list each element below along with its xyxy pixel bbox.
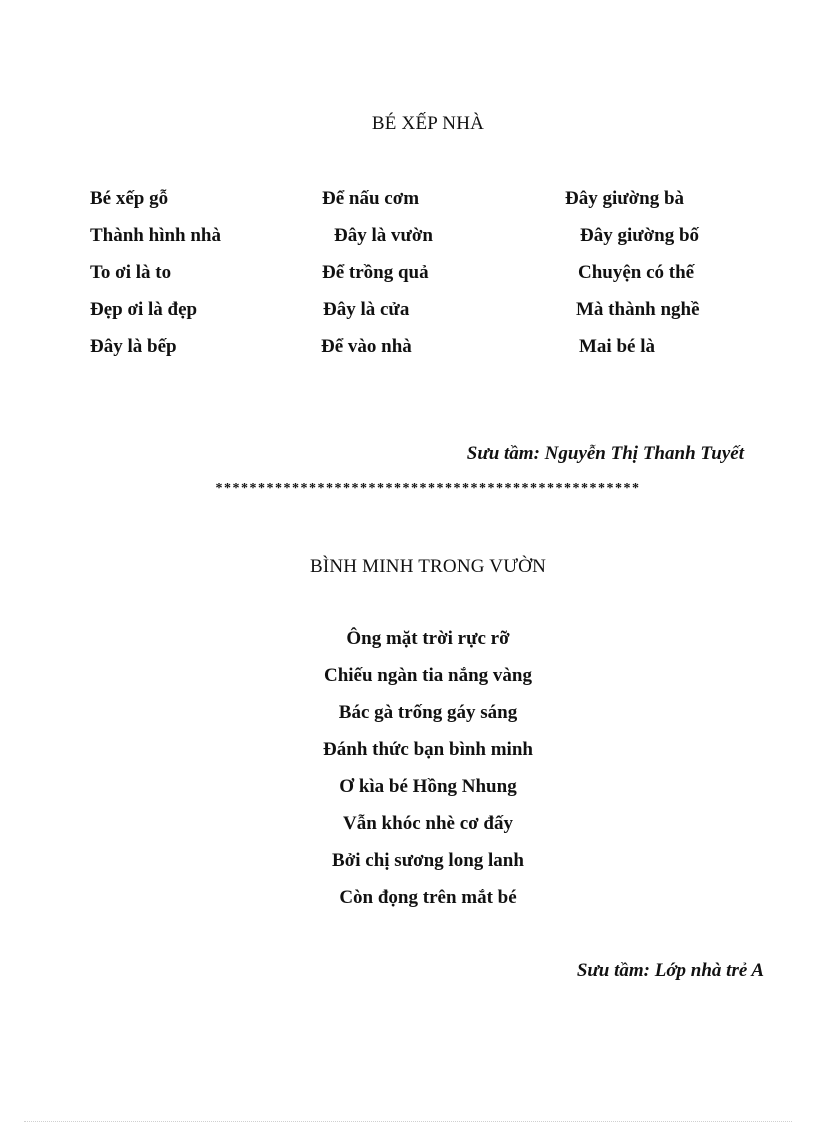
- poem2-body: [0, 626, 816, 922]
- poem-line: Chuyện có thế: [578, 262, 695, 283]
- poem-line: Đây giường bố: [580, 225, 700, 246]
- poem-line: Đây giường bà: [565, 188, 685, 209]
- poem-line: Còn đọng trên mắt bé: [339, 887, 517, 908]
- poem-line: Vẫn khóc nhè cơ đấy: [343, 813, 513, 834]
- poem1-credit: Sưu tầm: Nguyễn Thị Thanh Tuyết: [466, 443, 744, 464]
- poem-line: Thành hình nhà: [90, 225, 221, 246]
- poem-line: Bác gà trống gáy sáng: [338, 702, 518, 723]
- poem1-column-3: [565, 186, 700, 371]
- poem-line: Bởi chị sương long lanh: [332, 850, 524, 871]
- poem-line: Để trồng quả: [322, 262, 429, 283]
- poem-line: Ông mặt trời rực rỡ: [346, 628, 510, 649]
- separator-stars: **************************************************: [215, 481, 641, 496]
- poem-line: To ơi là to: [90, 262, 172, 283]
- poem-line: Đây là bếp: [90, 336, 177, 357]
- poem1-column-1: [90, 186, 221, 371]
- poem-line: Mai bé là: [579, 336, 655, 357]
- poem-line: Đây là cửa: [323, 299, 410, 320]
- poem1-column-2: [320, 186, 433, 371]
- poem-line: Để nấu cơm: [322, 188, 420, 209]
- poem2-credit: Sưu tầm: Lớp nhà trẻ A: [576, 960, 764, 981]
- poem-line: Bé xếp gỗ: [90, 188, 169, 209]
- poem-line: Mà thành nghề: [576, 299, 700, 320]
- poem-line: Đẹp ơi là đẹp: [90, 299, 198, 320]
- poem1-title: BÉ XẾP NHÀ: [371, 113, 485, 134]
- poem-line: Ơ kìa bé Hồng Nhung: [339, 776, 517, 797]
- poem-line: Đây là vườn: [334, 225, 433, 246]
- poem-line: Chiếu ngàn tia nắng vàng: [323, 665, 532, 686]
- page-bottom-rule: [24, 1121, 792, 1122]
- poem-line: Đánh thức bạn bình minh: [323, 739, 533, 760]
- poem-line: Để vào nhà: [321, 336, 412, 357]
- poem2-title: BÌNH MINH TRONG VƯỜN: [309, 556, 547, 577]
